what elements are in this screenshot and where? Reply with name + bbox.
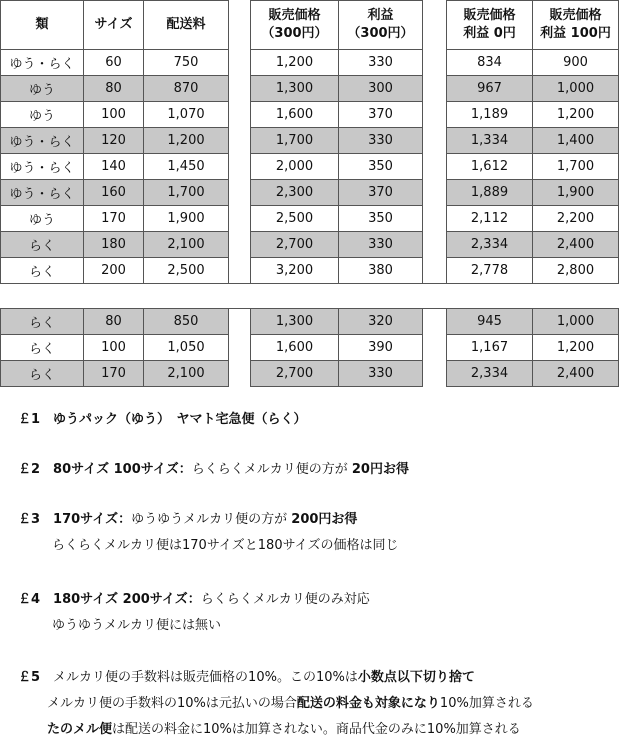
header-text: 利益 100円 (540, 26, 611, 41)
column-gap (229, 102, 251, 128)
table-row (1, 361, 619, 387)
cell-p0: 1,889 (447, 180, 533, 206)
cell-ship: 1,070 (144, 102, 229, 128)
column-gap (229, 1, 251, 50)
cell-p0: 2,334 (447, 232, 533, 258)
note-line (18, 508, 357, 527)
column-gap (423, 232, 447, 258)
header-cell (251, 1, 339, 50)
cell-profit: 370 (339, 180, 423, 206)
bold-text: ￡5 (18, 670, 54, 685)
bold-text: ￡1 (18, 412, 54, 427)
cell-ship: 2,100 (144, 232, 229, 258)
cell-ship: 750 (144, 50, 229, 76)
bold-text: 200円お得 (291, 512, 358, 527)
note-text: らくらくメルカリ便の方が (191, 462, 352, 477)
spacer-cell (229, 284, 251, 309)
bold-text: ￡3 (18, 512, 54, 527)
note-text: メルカリ便の手数料は販売価格の10%。この10%は (53, 670, 358, 685)
cell-price: 1,600 (251, 102, 339, 128)
cell-price: 2,300 (251, 180, 339, 206)
cell-price: 2,700 (251, 361, 339, 387)
cell-p100: 2,400 (533, 232, 619, 258)
bold-text: たのメル便 (47, 722, 113, 737)
cell-p0: 945 (447, 309, 533, 335)
cell-size: 80 (84, 309, 144, 335)
header-cell (1, 1, 84, 50)
cell-p100: 1,000 (533, 309, 619, 335)
cell-type: ゆう (1, 76, 84, 102)
spacer-cell (251, 284, 339, 309)
table-row (1, 128, 619, 154)
note-text: らくらくメルカリ便は170サイズと180サイズの価格は同じ (52, 538, 399, 553)
header-cell (447, 1, 533, 50)
column-gap (229, 309, 251, 335)
header-cell (533, 1, 619, 50)
note-text: ゆうゆうメルカリ便には無い (52, 618, 222, 633)
cell-ship: 2,100 (144, 361, 229, 387)
column-gap (229, 76, 251, 102)
column-gap (229, 154, 251, 180)
note-line (18, 458, 409, 477)
cell-price: 3,200 (251, 258, 339, 284)
table-row (1, 309, 619, 335)
bold-text: 配送の料金も対象になり (296, 696, 440, 711)
cell-profit: 390 (339, 335, 423, 361)
cell-ship: 1,700 (144, 180, 229, 206)
cell-type: らく (1, 335, 84, 361)
table-row (1, 180, 619, 206)
table-row (1, 335, 619, 361)
column-gap (423, 258, 447, 284)
cell-p0: 1,612 (447, 154, 533, 180)
cell-profit: 330 (339, 232, 423, 258)
cell-size: 140 (84, 154, 144, 180)
cell-ship: 1,450 (144, 154, 229, 180)
bold-text: ゆうパック（ゆう） ヤマト宅急便（らく） (53, 412, 307, 427)
cell-price: 2,000 (251, 154, 339, 180)
note-text: は配送の料金に10%は加算されない。商品代金のみに10%加算される (112, 722, 521, 737)
cell-p100: 1,200 (533, 335, 619, 361)
cell-profit: 330 (339, 128, 423, 154)
table-row (1, 154, 619, 180)
column-gap (423, 76, 447, 102)
table-row (1, 232, 619, 258)
header-text: 利益 0円 (463, 26, 516, 41)
bold-text: 20円お得 (351, 462, 409, 477)
cell-profit: 350 (339, 154, 423, 180)
cell-size: 100 (84, 335, 144, 361)
note-line (47, 718, 521, 737)
header-cell (339, 1, 423, 50)
cell-type: ゆう・らく (1, 128, 84, 154)
bold-text: ￡4 (18, 592, 54, 607)
cell-p100: 1,200 (533, 102, 619, 128)
bold-text: 小数点以下切り捨て (357, 670, 475, 685)
cell-price: 1,600 (251, 335, 339, 361)
cell-p0: 1,189 (447, 102, 533, 128)
spacer-cell (339, 284, 423, 309)
header-text: 販売価格 (268, 8, 321, 23)
table-row (1, 206, 619, 232)
note-line (52, 534, 399, 553)
column-gap (423, 335, 447, 361)
note-line (18, 408, 307, 427)
cell-size: 170 (84, 361, 144, 387)
table-row (1, 258, 619, 284)
cell-type: ゆう (1, 206, 84, 232)
note-line (47, 692, 534, 711)
cell-size: 100 (84, 102, 144, 128)
cell-type: らく (1, 361, 84, 387)
cell-p0: 2,334 (447, 361, 533, 387)
column-gap (229, 206, 251, 232)
column-gap (229, 361, 251, 387)
cell-ship: 2,500 (144, 258, 229, 284)
bold-text: ￡2 (18, 462, 54, 477)
column-gap (423, 361, 447, 387)
cell-size: 170 (84, 206, 144, 232)
column-gap (229, 128, 251, 154)
cell-p100: 2,200 (533, 206, 619, 232)
table-spacer-row (1, 284, 619, 309)
table-header-row (1, 1, 619, 50)
spacer-cell (423, 284, 447, 309)
cell-type: らく (1, 309, 84, 335)
cell-profit: 320 (339, 309, 423, 335)
note-text: メルカリ便の手数料の10%は元払いの場合 (47, 696, 297, 711)
cell-size: 160 (84, 180, 144, 206)
cell-p0: 1,334 (447, 128, 533, 154)
spacer-cell (1, 284, 84, 309)
column-gap (423, 309, 447, 335)
cell-ship: 1,200 (144, 128, 229, 154)
cell-p100: 1,700 (533, 154, 619, 180)
cell-p100: 900 (533, 50, 619, 76)
cell-profit: 370 (339, 102, 423, 128)
column-gap (423, 180, 447, 206)
bold-text: 180サイズ 200サイズ： (53, 592, 201, 607)
cell-p0: 967 (447, 76, 533, 102)
cell-ship: 1,900 (144, 206, 229, 232)
header-text: （300円） (261, 26, 328, 41)
header-cell (84, 1, 144, 50)
header-text: サイズ (94, 17, 133, 32)
cell-size: 200 (84, 258, 144, 284)
cell-p100: 1,900 (533, 180, 619, 206)
column-gap (423, 128, 447, 154)
cell-type: ゆう (1, 102, 84, 128)
cell-size: 60 (84, 50, 144, 76)
cell-p0: 2,112 (447, 206, 533, 232)
table-row (1, 76, 619, 102)
spacer-cell (533, 284, 619, 309)
header-text: 利益 (367, 8, 394, 23)
column-gap (229, 50, 251, 76)
header-cell (144, 1, 229, 50)
header-text: 販売価格 (463, 8, 516, 23)
cell-ship: 850 (144, 309, 229, 335)
spacer-cell (144, 284, 229, 309)
cell-size: 120 (84, 128, 144, 154)
cell-p100: 2,400 (533, 361, 619, 387)
cell-p100: 1,400 (533, 128, 619, 154)
bold-text: 170サイズ： (53, 512, 132, 527)
column-gap (423, 102, 447, 128)
cell-price: 2,500 (251, 206, 339, 232)
note-line (18, 588, 370, 607)
column-gap (423, 154, 447, 180)
cell-p0: 2,778 (447, 258, 533, 284)
cell-p0: 834 (447, 50, 533, 76)
table-row (1, 102, 619, 128)
note-line (18, 666, 475, 685)
header-text: 類 (35, 17, 49, 32)
spacer-cell (84, 284, 144, 309)
cell-type: ゆう・らく (1, 154, 84, 180)
cell-size: 80 (84, 76, 144, 102)
column-gap (229, 180, 251, 206)
table-row (1, 50, 619, 76)
cell-price: 1,300 (251, 309, 339, 335)
column-gap (423, 1, 447, 50)
cell-price: 2,700 (251, 232, 339, 258)
cell-profit: 300 (339, 76, 423, 102)
header-text: 販売価格 (549, 8, 602, 23)
column-gap (229, 335, 251, 361)
column-gap (423, 206, 447, 232)
spacer-cell (447, 284, 533, 309)
note-line (52, 614, 221, 633)
cell-p100: 1,000 (533, 76, 619, 102)
cell-size: 180 (84, 232, 144, 258)
cell-profit: 330 (339, 361, 423, 387)
cell-type: らく (1, 258, 84, 284)
cell-p0: 1,167 (447, 335, 533, 361)
note-text: らくらくメルカリ便のみ対応 (200, 592, 370, 607)
cell-price: 1,300 (251, 76, 339, 102)
cell-ship: 1,050 (144, 335, 229, 361)
cell-price: 1,200 (251, 50, 339, 76)
cell-type: ゆう・らく (1, 180, 84, 206)
cell-ship: 870 (144, 76, 229, 102)
column-gap (229, 232, 251, 258)
header-text: （300円） (347, 26, 414, 41)
bold-text: 80サイズ 100サイズ： (53, 462, 192, 477)
header-text: 配送料 (166, 17, 206, 32)
cell-price: 1,700 (251, 128, 339, 154)
cell-profit: 350 (339, 206, 423, 232)
cell-type: ゆう・らく (1, 50, 84, 76)
note-text: 10%加算される (439, 696, 534, 711)
cell-p100: 2,800 (533, 258, 619, 284)
cell-type: らく (1, 232, 84, 258)
note-text: ゆうゆうメルカリ便の方が (131, 512, 292, 527)
column-gap (423, 50, 447, 76)
cell-profit: 380 (339, 258, 423, 284)
column-gap (229, 258, 251, 284)
cell-profit: 330 (339, 50, 423, 76)
